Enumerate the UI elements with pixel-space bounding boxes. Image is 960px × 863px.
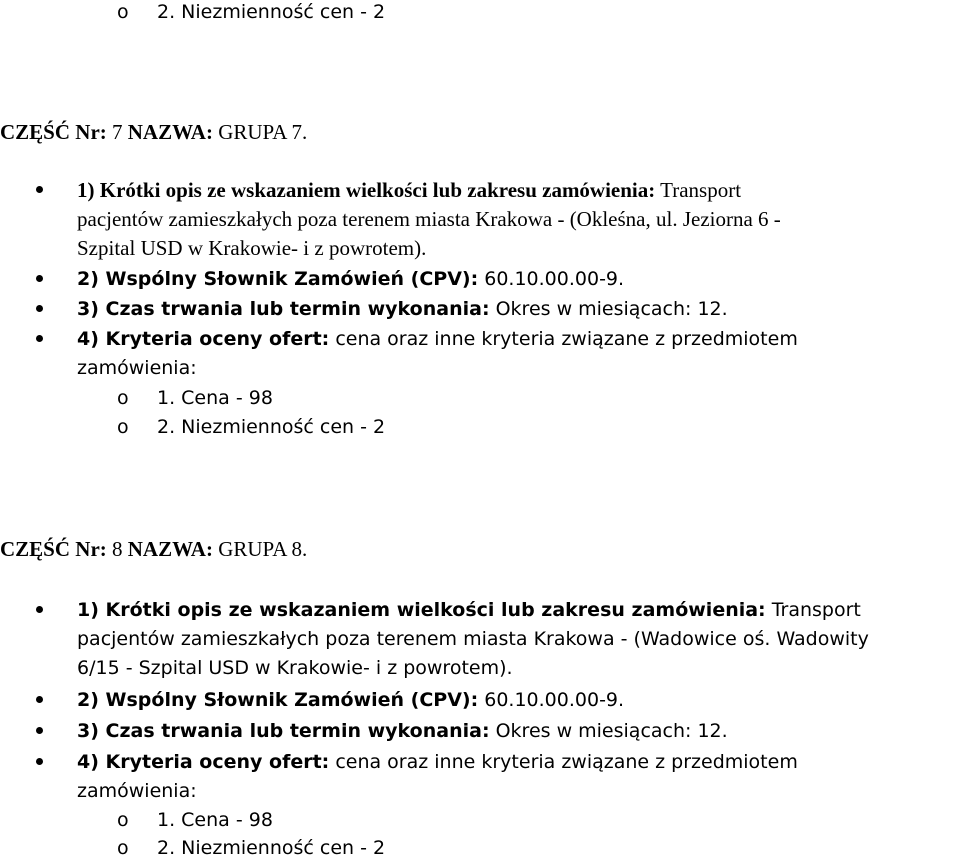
criteria-text: cena oraz inne kryteria związane z przedmiotem: [329, 328, 798, 350]
section-heading: [0, 535, 307, 563]
description-line-2: pacjentów zamieszkałych poza terenem miasta Krakowa - (Okleśna, ul. Jeziorna 6 -: [77, 207, 781, 231]
description-line-2: pacjentów zamieszkałych poza terenem miasta Krakowa - (Wadowice oś. Wadowity: [77, 628, 869, 650]
list-marker: o: [117, 416, 129, 438]
criteria-label: 4) Kryteria oceny ofert:: [77, 328, 330, 350]
duration-label: 3) Czas trwania lub termin wykonania:: [77, 298, 490, 320]
section-number: 7: [106, 120, 128, 144]
section-heading: [0, 118, 307, 146]
bullet-dot: [36, 727, 43, 734]
criteria-item: 2. Niezmienność cen - 2: [157, 1, 386, 23]
duration-line: [77, 295, 728, 324]
section-name: GRUPA 7.: [212, 120, 308, 144]
section-name: GRUPA 8.: [212, 537, 308, 561]
bullet-dot: [36, 305, 43, 312]
cpv-label: 2) Wspólny Słownik Zamówień (CPV):: [77, 689, 479, 711]
criteria-line-2: zamówienia:: [77, 357, 197, 379]
bullet-dot: [36, 758, 43, 765]
section-name-label: NAZWA:: [127, 537, 213, 561]
cpv-value: 60.10.00.00-9.: [478, 689, 625, 711]
criteria-item: 2. Niezmienność cen - 2: [157, 837, 386, 859]
description-line-3: 6/15 - Szpital USD w Krakowie- i z powrotem).: [77, 657, 513, 679]
bullet-dot: [36, 275, 43, 282]
description-text: Transport: [655, 178, 742, 202]
bullet-dot: [36, 186, 43, 193]
list-marker: o: [117, 809, 129, 831]
description-label: 1) Krótki opis ze wskazaniem wielkości lub zakresu zamówienia:: [77, 599, 766, 621]
bullet-dot: [36, 606, 43, 613]
list-marker: o: [117, 387, 129, 409]
criteria-item: 1. Cena - 98: [157, 809, 273, 831]
bullet-dot: [36, 696, 43, 703]
cpv-value: 60.10.00.00-9.: [478, 268, 625, 290]
duration-label: 3) Czas trwania lub termin wykonania:: [77, 720, 490, 742]
criteria-text: cena oraz inne kryteria związane z przedmiotem: [329, 751, 798, 773]
duration-line: [77, 717, 728, 746]
criteria-line-1: [77, 748, 798, 777]
description-line-1: [77, 596, 861, 625]
list-marker: o: [117, 1, 129, 23]
criteria-item: 1. Cena - 98: [157, 387, 273, 409]
criteria-line-2: zamówienia:: [77, 780, 197, 802]
list-marker: o: [117, 837, 129, 859]
section-prefix: CZĘŚĆ Nr:: [0, 120, 107, 144]
section-name-label: NAZWA:: [127, 120, 213, 144]
description-text: Transport: [765, 599, 861, 621]
bullet-dot: [36, 335, 43, 342]
description-line-3: Szpital USD w Krakowie- i z powrotem).: [77, 236, 427, 260]
cpv-line: [77, 265, 624, 294]
duration-value: Okres w miesiącach: 12.: [489, 298, 728, 320]
duration-value: Okres w miesiącach: 12.: [489, 720, 728, 742]
section-prefix: CZĘŚĆ Nr:: [0, 537, 107, 561]
description-line-1: [77, 176, 741, 205]
criteria-label: 4) Kryteria oceny ofert:: [77, 751, 330, 773]
section-number: 8: [106, 537, 128, 561]
cpv-label: 2) Wspólny Słownik Zamówień (CPV):: [77, 268, 479, 290]
cpv-line: [77, 686, 624, 715]
criteria-item: 2. Niezmienność cen - 2: [157, 416, 386, 438]
description-label: 1) Krótki opis ze wskazaniem wielkości lub zakresu zamówienia:: [77, 178, 656, 202]
criteria-line-1: [77, 325, 798, 354]
